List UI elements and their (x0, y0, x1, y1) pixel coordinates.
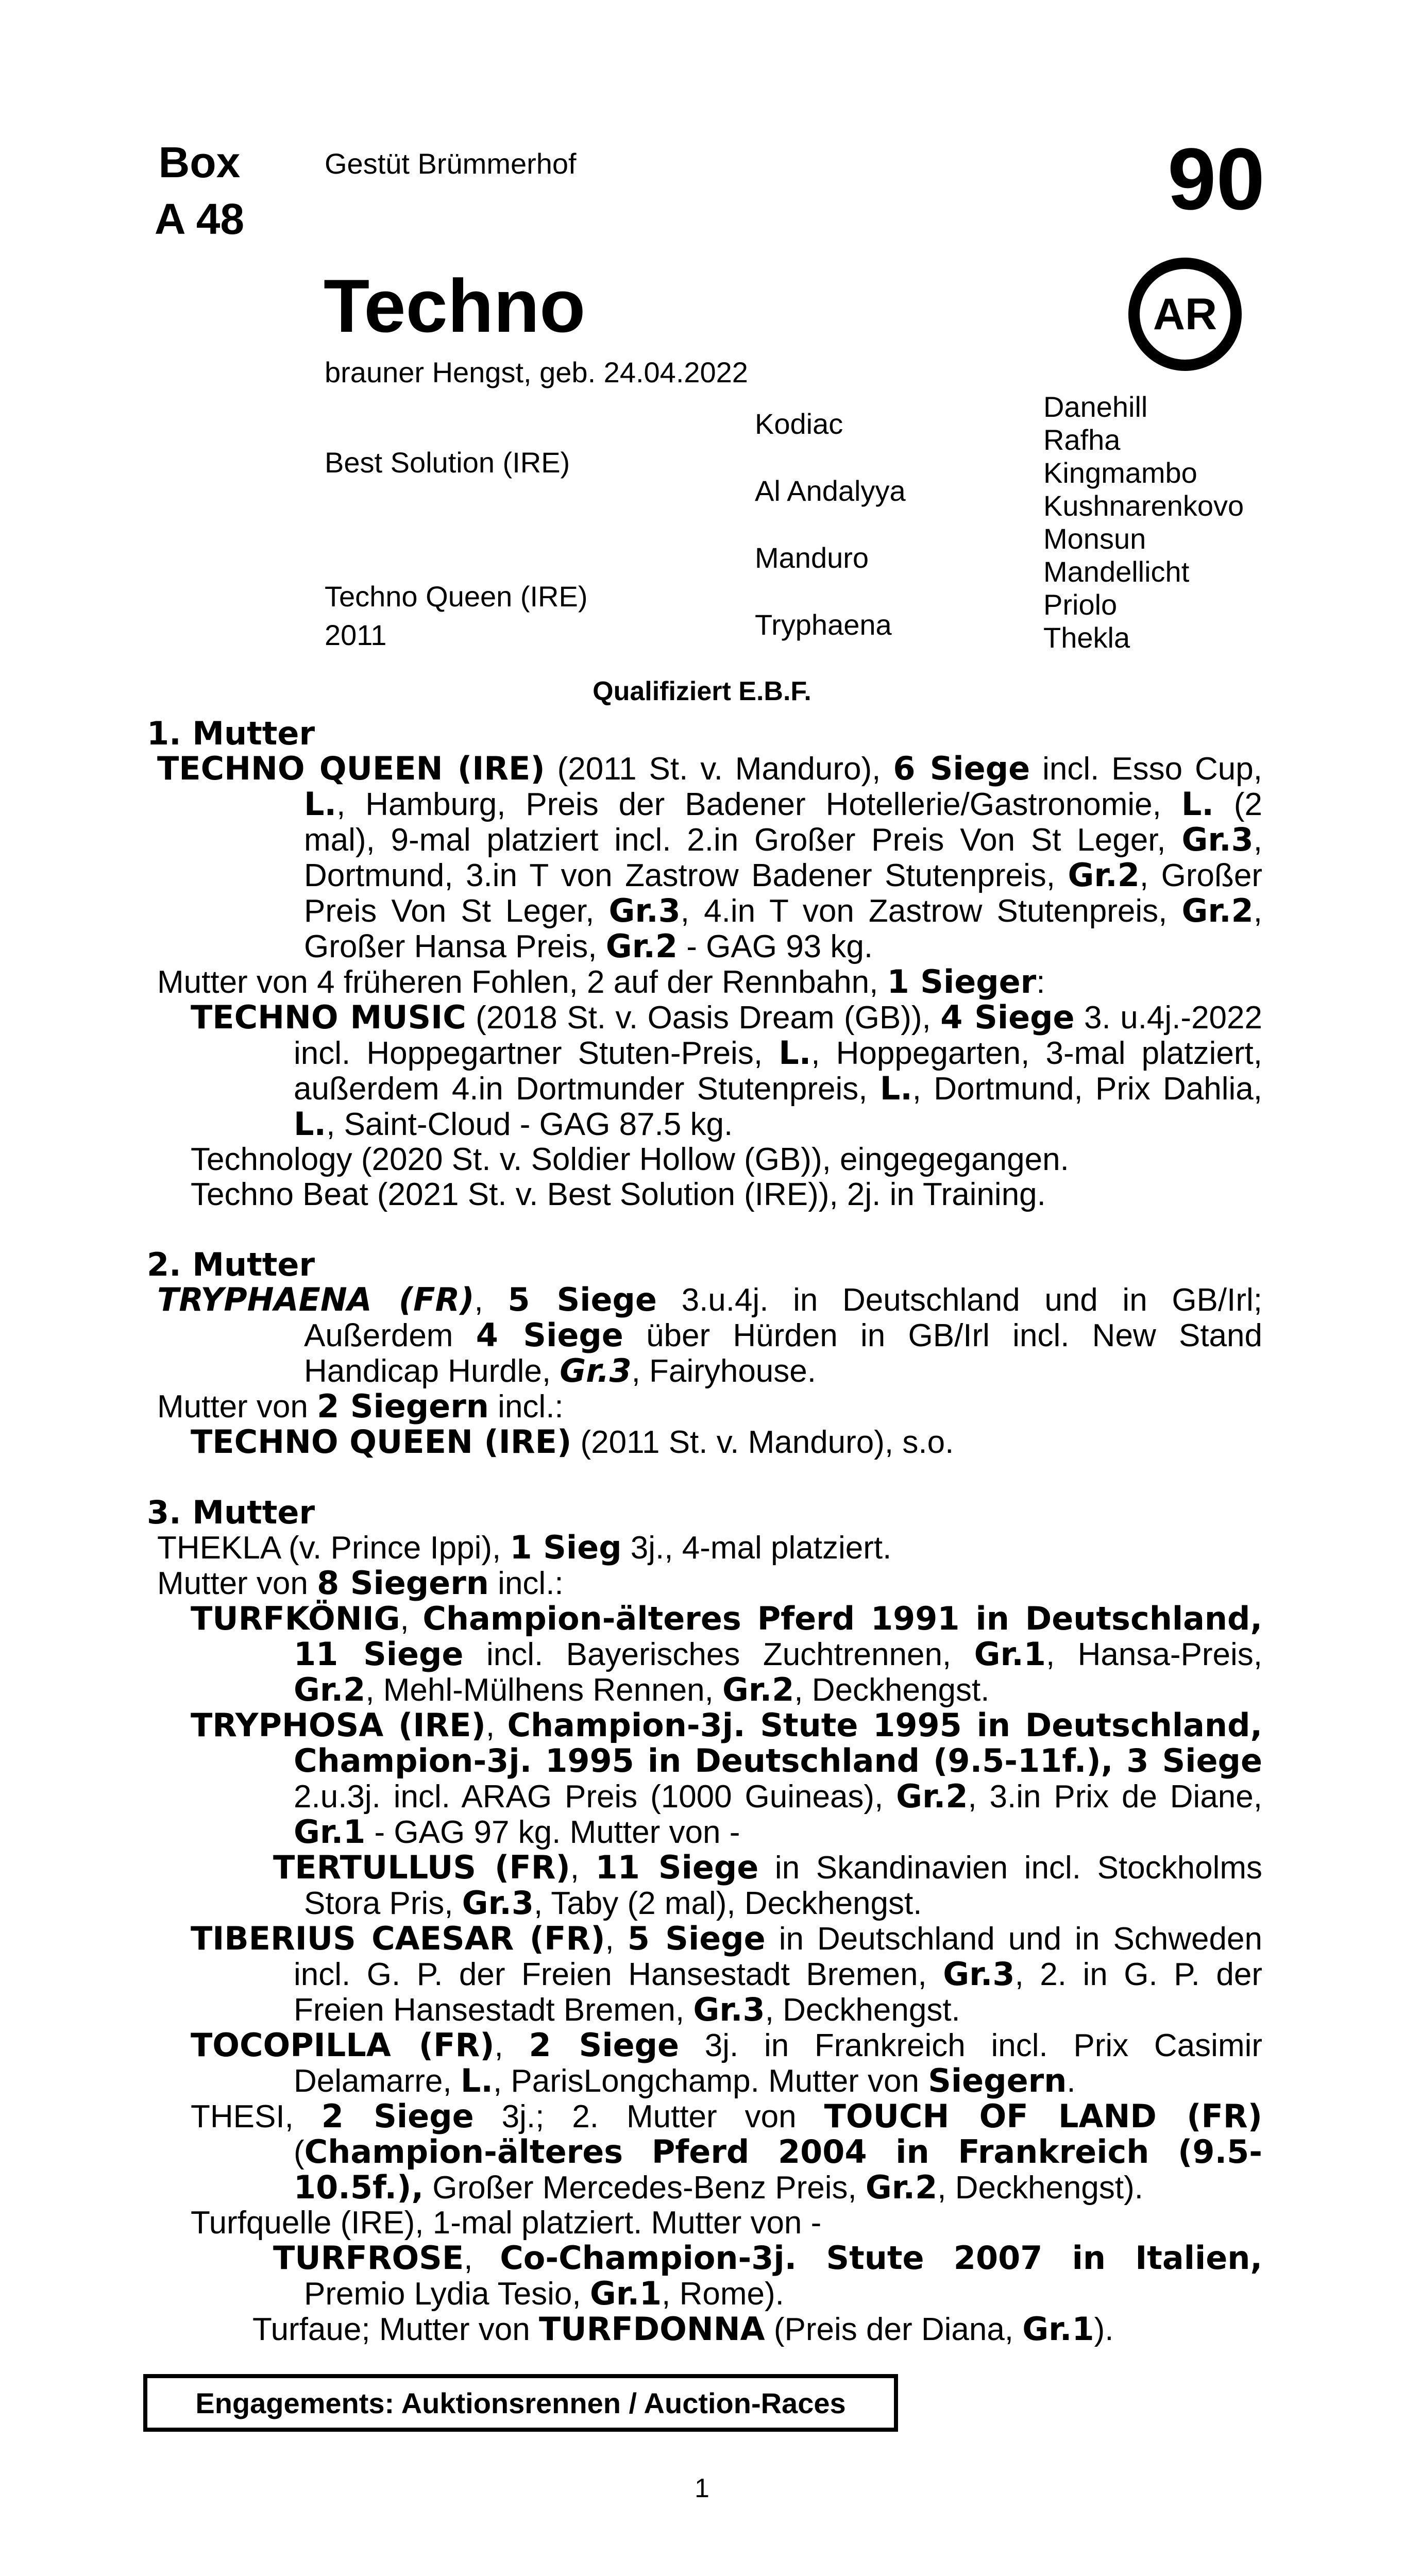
engagements-box (143, 2374, 898, 2432)
produce-entry: TIBERIUS CAESAR (FR), 5 Siege in Deutschland und in Schweden incl. G. P. der Freien Hansestadt Bremen, Gr.3, 2. in G. P. der Freien Hansestadt Bremen, Gr.3, Deckhengst. (191, 1920, 1262, 2028)
produce-entry: TECHNO QUEEN (IRE) (2011 St. v. Manduro), s.o. (191, 1423, 954, 1461)
produce-entry: TOCOPILLA (FR), 2 Siege 3j. in Frankreich incl. Prix Casimir Delamarre, L., ParisLongchamp. Mutter von Siegern. (191, 2026, 1263, 2099)
produce-entry: Techno Beat (2021 St. v. Best Solution (IRE)), 2j. in Training. (191, 1177, 1046, 1212)
produce-summary: Mutter von 8 Siegern incl.: (157, 1564, 564, 1602)
produce-entry: TRYPHOSA (IRE), Champion-3j. Stute 1995 in Deutschland, Champion-3j. 1995 in Deutschland (9.5-11f.), 3 Siege 2.u.3j. incl. ARAG Preis (1000 Guineas), Gr.2, 3.in Prix de Diane, Gr.1 - GAG 97 kg. Mutter von - (191, 1706, 1262, 1851)
qualification-note: Qualifiziert E.B.F. (593, 676, 811, 706)
pedigree-gen3: Kingmambo (1043, 456, 1197, 489)
pedigree-sire: Best Solution (IRE) (325, 446, 570, 479)
pedigree-gen3: Mandellicht (1043, 555, 1190, 588)
produce-entry: Turfquelle (IRE), 1-mal platziert. Mutter von - (191, 2205, 822, 2241)
ar-badge-text: AR (1153, 289, 1217, 339)
pedigree-gen2: Manduro (755, 541, 869, 574)
pedigree-gen3: Kushnarenkovo (1043, 489, 1244, 522)
dam-entry: TRYPHAENA (FR), 5 Siege 3.u.4j. in Deutschland und in GB/Irl; Außerdem 4 Siege über Hürden in GB/Irl incl. New Stand Handicap Hurdle, Gr.3, Fairyhouse. (157, 1281, 1262, 1389)
box-label: Box (158, 138, 241, 187)
produce-entry: THESI, 2 Siege 3j.; 2. Mutter von TOUCH OF LAND (FR) (Champion-älteres Pferd 2004 in Frankreich (9.5-10.5f.), Großer Mercedes-Benz Preis, Gr.2, Deckhengst). (191, 2097, 1262, 2206)
horse-name: Techno (324, 264, 586, 348)
produce-entry: Turfaue; Mutter von TURFDONNA (Preis der Diana, Gr.1). (252, 2310, 1114, 2348)
pedigree-gen3: Rafha (1043, 423, 1121, 456)
pedigree-gen3: Monsun (1043, 522, 1146, 555)
produce-summary: Mutter von 4 früheren Fohlen, 2 auf der Rennbahn, 1 Sieger: (157, 963, 1045, 1001)
produce-entry: TERTULLUS (FR), 11 Siege in Skandinavien incl. Stockholms Stora Pris, Gr.3, Taby (2 mal), Deckhengst. (273, 1849, 1263, 1922)
breeder-name: Gestüt Brümmerhof (325, 147, 577, 180)
section-heading-1st-dam: 1. Mutter (147, 715, 315, 752)
pedigree-gen3: Danehill (1043, 391, 1148, 423)
produce-summary: Mutter von 2 Siegern incl.: (157, 1387, 564, 1425)
pedigree-gen2: Tryphaena (755, 608, 892, 641)
box-number: A 48 (154, 195, 245, 243)
family-text (147, 716, 1262, 2347)
page-number: 1 (695, 2473, 709, 2503)
pedigree-dam-year: 2011 (325, 619, 387, 651)
section-heading-3rd-dam: 3. Mutter (147, 1494, 315, 1531)
pedigree-gen3: Priolo (1043, 588, 1118, 621)
produce-entry: TECHNO MUSIC (2018 St. v. Oasis Dream (GB)), 4 Siege 3. u.4j.-2022 incl. Hoppegartner Stuten-Preis, L., Hoppegarten, 3-mal platziert, außerdem 4.in Dortmunder Stutenpreis, L., Dortmund, Prix Dahlia, L., Saint-Cloud - GAG 87.5 kg. (191, 998, 1262, 1143)
pedigree-gen3: Thekla (1043, 621, 1130, 654)
horse-description: brauner Hengst, geb. 24.04.2022 (325, 356, 748, 388)
produce-entry: TURFROSE, Co-Champion-3j. Stute 2007 in Italien, Premio Lydia Tesio, Gr.1, Rome). (273, 2239, 1262, 2312)
ar-badge (1128, 258, 1242, 371)
dam-entry: TECHNO QUEEN (IRE) (2011 St. v. Manduro), 6 Siege incl. Esso Cup, L., Hamburg, Preis der Badener Hotellerie/Gastronomie, L. (2 mal), 9-mal platziert incl. 2.in Großer Preis Von St Leger, Gr.3, Dortmund, 3.in T von Zastrow Badener Stutenpreis, Gr.2, Großer Preis Von St Leger, Gr.3, 4.in T von Zastrow Stutenpreis, Gr.2, Großer Hansa Preis, Gr.2 - GAG 93 kg. (157, 750, 1263, 965)
pedigree-gen2: Kodiac (755, 408, 843, 440)
dam-entry: THEKLA (v. Prince Ippi), 1 Sieg 3j., 4-mal platziert. (157, 1529, 892, 1566)
produce-entry: TURFKÖNIG, Champion-älteres Pferd 1991 in Deutschland, 11 Siege incl. Bayerisches Zuchtrennen, Gr.1, Hansa-Preis, Gr.2, Mehl-Mülhens Rennen, Gr.2, Deckhengst. (191, 1600, 1262, 1708)
pedigree-gen2: Al Andalyya (755, 474, 906, 507)
lot-number: 90 (1167, 130, 1265, 228)
produce-entry: Technology (2020 St. v. Soldier Hollow (GB)), eingegegangen. (191, 1142, 1069, 1177)
pedigree-dam: Techno Queen (IRE) (325, 580, 588, 613)
engagements-text: Engagements: Auktionsrennen / Auction-Races (195, 2386, 846, 2419)
section-heading-2nd-dam: 2. Mutter (147, 1246, 315, 1283)
